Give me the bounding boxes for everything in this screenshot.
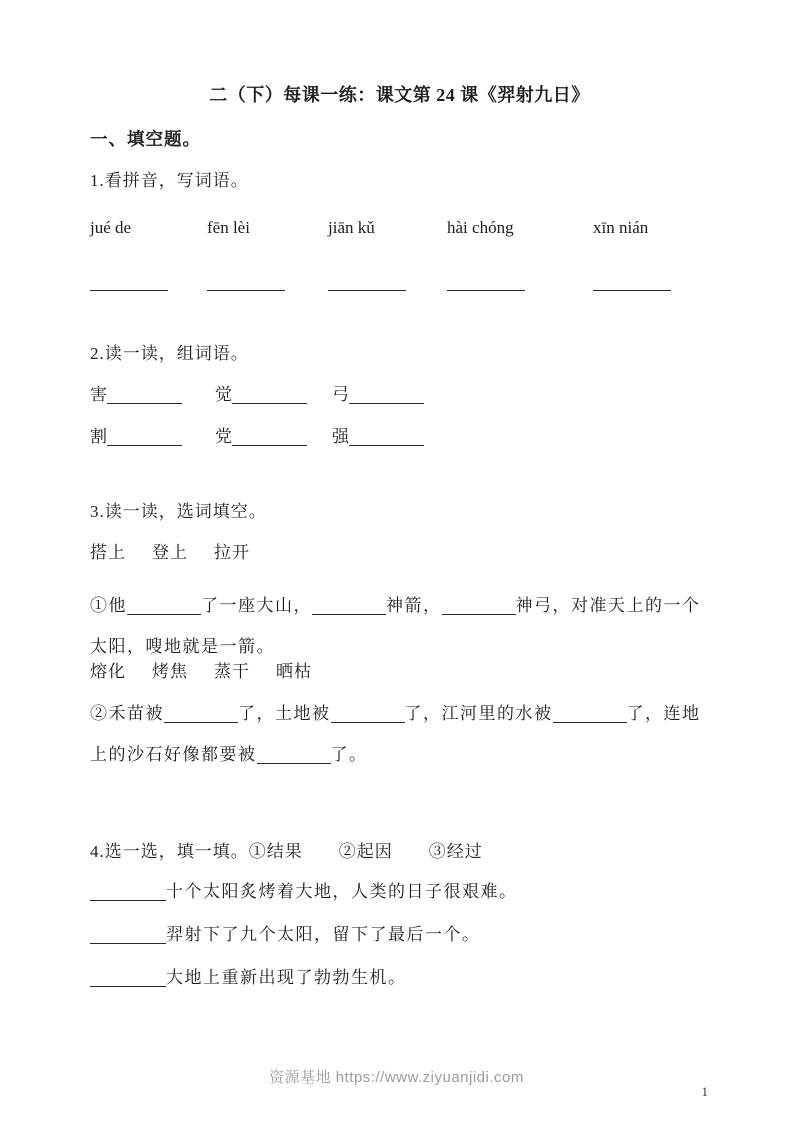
- answer-blank: [349, 431, 424, 446]
- char-item: 割: [90, 427, 107, 446]
- answer-blank: [593, 276, 671, 291]
- word-bank: [90, 660, 709, 684]
- footer-site-link[interactable]: 资源基地 https://www.ziyuanjidi.com: [269, 1069, 524, 1086]
- option-item: ②起因: [338, 842, 393, 861]
- word-bank-item: 蒸干: [214, 662, 250, 681]
- word-bank-item: 拉开: [214, 543, 250, 562]
- answer-blank: [90, 929, 166, 944]
- answer-blank: [90, 276, 168, 291]
- answer-blank-row: [90, 270, 709, 294]
- answer-blank: [447, 276, 525, 291]
- word-bank-item: 搭上: [90, 543, 126, 562]
- question-1-label: 1.看拼音，写词语。: [90, 171, 249, 190]
- pinyin-row: [90, 216, 709, 240]
- answer-blank: [331, 708, 405, 723]
- question-2-label: 2.读一读，组词语。: [90, 344, 249, 363]
- sentence-segment: 太阳，嗖地就是一箭。: [90, 637, 275, 656]
- sentence-segment: 了，土地被: [238, 704, 331, 723]
- sentence-segment: 神弓，对准天上的一个: [515, 596, 701, 615]
- sentence-segment: 了。: [330, 745, 368, 764]
- word-bank-item: 登上: [152, 543, 188, 562]
- sentence-segment: 了，连地: [626, 704, 701, 723]
- answer-blank: [442, 600, 516, 615]
- option-item: ③经过: [428, 842, 483, 861]
- answer-blank: [257, 749, 331, 764]
- pinyin-item: fēn lèi: [207, 218, 250, 237]
- option-item: ①结果: [248, 842, 303, 861]
- sentence-segment: 神箭，: [386, 596, 442, 615]
- char-item: 党: [215, 427, 232, 446]
- match-item: [90, 923, 709, 947]
- answer-blank: [90, 972, 166, 987]
- answer-blank: [553, 708, 627, 723]
- question-4-label-row: [90, 840, 709, 864]
- fill-sentence-2: [90, 693, 709, 775]
- char-item: 弓: [332, 385, 349, 404]
- match-item: [90, 966, 709, 990]
- char-item: 强: [332, 427, 349, 446]
- fill-sentence-1: [90, 585, 709, 667]
- answer-blank: [90, 886, 166, 901]
- sentence-segment: 了，江河里的水被: [404, 704, 553, 723]
- sentence-segment: 上的沙石好像都要被: [90, 745, 257, 764]
- answer-blank: [328, 276, 406, 291]
- answer-blank: [107, 431, 182, 446]
- match-item: [90, 880, 709, 904]
- answer-blank: [207, 276, 285, 291]
- answer-blank: [312, 600, 386, 615]
- match-item-text: 羿射下了九个太阳，留下了最后一个。: [166, 925, 481, 944]
- question-4-label: 4.选一选，填一填。: [90, 842, 249, 861]
- word-bank-item: 晒枯: [276, 662, 312, 681]
- word-build-row: [90, 425, 709, 449]
- pinyin-item: jué de: [90, 218, 132, 237]
- match-item-text: 大地上重新出现了勃勃生机。: [166, 968, 407, 987]
- worksheet-title: 二（下）每课一练：课文第 24 课《羿射九日》: [209, 85, 590, 105]
- char-item: 觉: [215, 385, 232, 404]
- answer-blank: [164, 708, 238, 723]
- word-bank-item: 烤焦: [152, 662, 188, 681]
- sentence-segment: ②禾苗被: [90, 704, 164, 723]
- answer-blank: [107, 389, 182, 404]
- char-item: 害: [90, 385, 107, 404]
- pinyin-item: hài chóng: [447, 218, 514, 237]
- answer-blank: [232, 431, 307, 446]
- answer-blank: [349, 389, 424, 404]
- sentence-segment: ①他: [90, 596, 127, 615]
- word-bank: [90, 541, 709, 565]
- word-bank-item: 熔化: [90, 662, 126, 681]
- answer-blank: [232, 389, 307, 404]
- answer-blank: [127, 600, 201, 615]
- question-3-label: 3.读一读，选词填空。: [90, 502, 267, 521]
- section-heading: 一、填空题。: [90, 129, 201, 149]
- sentence-segment: 了一座大山，: [201, 596, 312, 615]
- page-number: 1: [701, 1084, 708, 1099]
- match-item-text: 十个太阳炙烤着大地，人类的日子很艰难。: [166, 882, 518, 901]
- pinyin-item: xīn nián: [593, 218, 649, 237]
- word-build-row: [90, 383, 709, 407]
- pinyin-item: jiān kǔ: [328, 218, 375, 237]
